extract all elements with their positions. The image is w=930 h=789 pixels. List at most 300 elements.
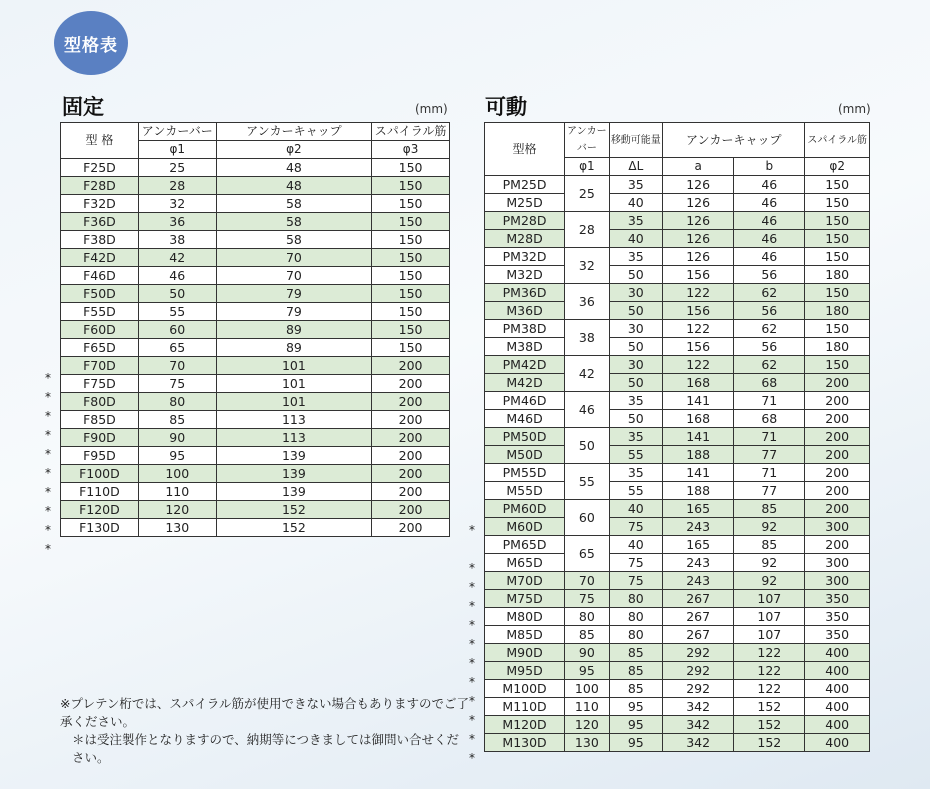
model-cell: F65D: [61, 339, 139, 357]
model-cell: PM60D: [485, 500, 565, 518]
spiral-phi3-cell: 200: [372, 375, 450, 393]
movable-amount-cell: 50: [609, 374, 662, 392]
anchor-cap-a-cell: 126: [663, 194, 734, 212]
spiral-phi3-cell: 150: [372, 159, 450, 177]
anchor-cap-a-cell: 292: [663, 662, 734, 680]
anchor-cap-a-cell: 342: [663, 734, 734, 752]
model-cell: F100D: [61, 465, 139, 483]
anchor-cap-phi2-cell: 139: [216, 483, 372, 501]
anchor-cap-phi2-cell: 58: [216, 213, 372, 231]
fixed-header-spiral: スパイラル筋: [372, 123, 450, 141]
model-cell: F75D: [61, 375, 139, 393]
made-to-order-mark: *: [45, 409, 51, 423]
anchor-cap-phi2-cell: 79: [216, 303, 372, 321]
anchor-cap-b-cell: 85: [734, 536, 805, 554]
made-to-order-mark: *: [469, 599, 475, 613]
model-cell: F60D: [61, 321, 139, 339]
made-to-order-mark: *: [45, 504, 51, 518]
model-cell: F85D: [61, 411, 139, 429]
anchor-cap-b-cell: 77: [734, 446, 805, 464]
anchor-cap-phi2-cell: 139: [216, 465, 372, 483]
anchor-bar-phi1-cell: 60: [565, 500, 610, 536]
model-cell: PM25D: [485, 176, 565, 194]
movable-header-type: 型格: [485, 123, 565, 176]
anchor-bar-phi1-cell: 90: [138, 429, 216, 447]
anchor-cap-a-cell: 126: [663, 176, 734, 194]
anchor-cap-a-cell: 267: [663, 590, 734, 608]
table-row: [485, 590, 870, 608]
table-row: [485, 572, 870, 590]
anchor-cap-phi2-cell: 113: [216, 429, 372, 447]
table-row: [61, 447, 450, 465]
anchor-cap-b-cell: 107: [734, 626, 805, 644]
anchor-bar-phi1-cell: 28: [565, 212, 610, 248]
table-row: [485, 644, 870, 662]
model-cell: M50D: [485, 446, 565, 464]
model-cell: F90D: [61, 429, 139, 447]
model-cell: F32D: [61, 195, 139, 213]
anchor-cap-b-cell: 46: [734, 176, 805, 194]
anchor-cap-phi2-cell: 70: [216, 267, 372, 285]
movable-amount-cell: 35: [609, 392, 662, 410]
table-row: [485, 698, 870, 716]
anchor-cap-b-cell: 92: [734, 554, 805, 572]
made-to-order-mark: *: [45, 428, 51, 442]
table-row: [61, 519, 450, 537]
anchor-cap-b-cell: 62: [734, 284, 805, 302]
spiral-phi2-cell: 200: [805, 500, 870, 518]
table-row: [61, 249, 450, 267]
spiral-phi2-cell: 150: [805, 320, 870, 338]
made-to-order-mark: *: [45, 485, 51, 499]
spiral-phi3-cell: 200: [372, 429, 450, 447]
anchor-cap-phi2-cell: 113: [216, 411, 372, 429]
spiral-phi3-cell: 200: [372, 357, 450, 375]
table-row: [61, 501, 450, 519]
table-row: [485, 410, 870, 428]
spiral-phi2-cell: 150: [805, 194, 870, 212]
model-cell: PM42D: [485, 356, 565, 374]
movable-amount-cell: 75: [609, 554, 662, 572]
table-row: [61, 483, 450, 501]
spiral-phi2-cell: 180: [805, 302, 870, 320]
table-row: [61, 213, 450, 231]
anchor-cap-a-cell: 122: [663, 320, 734, 338]
spiral-phi2-cell: 200: [805, 392, 870, 410]
movable-amount-cell: 30: [609, 356, 662, 374]
spiral-phi2-cell: 150: [805, 284, 870, 302]
fixed-section-title: 固定: [62, 95, 104, 119]
table-row: [61, 339, 450, 357]
anchor-bar-phi1-cell: 80: [138, 393, 216, 411]
model-cell: F130D: [61, 519, 139, 537]
spiral-phi3-cell: 150: [372, 285, 450, 303]
model-cell: M70D: [485, 572, 565, 590]
anchor-bar-phi1-cell: 42: [565, 356, 610, 392]
movable-amount-cell: 80: [609, 590, 662, 608]
model-cell: PM46D: [485, 392, 565, 410]
anchor-bar-phi1-cell: 60: [138, 321, 216, 339]
table-row: [61, 285, 450, 303]
spiral-phi3-cell: 200: [372, 411, 450, 429]
made-to-order-mark: *: [469, 732, 475, 746]
anchor-bar-phi1-cell: 100: [138, 465, 216, 483]
fixed-header-phi1: φ1: [138, 141, 216, 159]
anchor-bar-phi1-cell: 75: [138, 375, 216, 393]
spiral-phi3-cell: 200: [372, 519, 450, 537]
table-row: [61, 321, 450, 339]
spiral-phi2-cell: 350: [805, 608, 870, 626]
anchor-cap-a-cell: 156: [663, 338, 734, 356]
movable-amount-cell: 55: [609, 482, 662, 500]
table-row: [61, 465, 450, 483]
anchor-cap-a-cell: 243: [663, 518, 734, 536]
anchor-cap-b-cell: 46: [734, 230, 805, 248]
spiral-phi2-cell: 180: [805, 266, 870, 284]
anchor-cap-a-cell: 141: [663, 392, 734, 410]
movable-header-spiral: スパイラル筋: [805, 123, 870, 158]
anchor-bar-phi1-cell: 120: [138, 501, 216, 519]
anchor-cap-a-cell: 141: [663, 464, 734, 482]
movable-amount-cell: 35: [609, 464, 662, 482]
model-cell: M65D: [485, 554, 565, 572]
model-cell: M36D: [485, 302, 565, 320]
model-cell: F42D: [61, 249, 139, 267]
spiral-phi2-cell: 200: [805, 428, 870, 446]
anchor-bar-phi1-cell: 28: [138, 177, 216, 195]
model-cell: F46D: [61, 267, 139, 285]
model-cell: PM65D: [485, 536, 565, 554]
spiral-phi2-cell: 150: [805, 356, 870, 374]
table-row: [485, 284, 870, 302]
fixed-unit-label: (mm): [415, 102, 448, 116]
anchor-cap-a-cell: 342: [663, 698, 734, 716]
anchor-bar-phi1-cell: 100: [565, 680, 610, 698]
model-cell: M85D: [485, 626, 565, 644]
table-row: [485, 266, 870, 284]
spiral-phi3-cell: 200: [372, 501, 450, 519]
anchor-bar-phi1-cell: 50: [138, 285, 216, 303]
table-row: [485, 500, 870, 518]
table-row: [61, 267, 450, 285]
fixed-header-phi2: φ2: [216, 141, 372, 159]
table-row: [485, 194, 870, 212]
model-cell: PM55D: [485, 464, 565, 482]
table-row: [485, 446, 870, 464]
spiral-phi2-cell: 350: [805, 626, 870, 644]
spiral-phi2-cell: 400: [805, 680, 870, 698]
anchor-cap-b-cell: 56: [734, 302, 805, 320]
made-to-order-mark: *: [469, 637, 475, 651]
made-to-order-mark: *: [45, 390, 51, 404]
table-row: [61, 393, 450, 411]
anchor-bar-phi1-cell: 46: [565, 392, 610, 428]
anchor-cap-a-cell: 342: [663, 716, 734, 734]
movable-amount-cell: 35: [609, 212, 662, 230]
anchor-bar-phi1-cell: 38: [565, 320, 610, 356]
anchor-cap-b-cell: 107: [734, 590, 805, 608]
movable-amount-cell: 35: [609, 428, 662, 446]
model-cell: M38D: [485, 338, 565, 356]
anchor-cap-phi2-cell: 58: [216, 195, 372, 213]
model-cell: F38D: [61, 231, 139, 249]
spiral-phi2-cell: 200: [805, 536, 870, 554]
model-cell: F95D: [61, 447, 139, 465]
model-cell: M120D: [485, 716, 565, 734]
made-to-order-mark: *: [45, 523, 51, 537]
spiral-phi3-cell: 150: [372, 339, 450, 357]
table-row: [61, 231, 450, 249]
movable-amount-cell: 80: [609, 608, 662, 626]
spiral-phi2-cell: 200: [805, 410, 870, 428]
anchor-bar-phi1-cell: 55: [138, 303, 216, 321]
table-row: [485, 662, 870, 680]
table-row: [485, 230, 870, 248]
model-cell: F55D: [61, 303, 139, 321]
spiral-phi2-cell: 400: [805, 662, 870, 680]
model-cell: M25D: [485, 194, 565, 212]
table-row: [61, 411, 450, 429]
anchor-cap-a-cell: 156: [663, 302, 734, 320]
table-row: [485, 356, 870, 374]
model-cell: F25D: [61, 159, 139, 177]
table-row: [485, 212, 870, 230]
spiral-phi3-cell: 200: [372, 447, 450, 465]
table-row: [485, 482, 870, 500]
anchor-bar-phi1-cell: 75: [565, 590, 610, 608]
spiral-phi2-cell: 200: [805, 464, 870, 482]
table-row: [485, 248, 870, 266]
anchor-cap-a-cell: 141: [663, 428, 734, 446]
anchor-cap-phi2-cell: 48: [216, 159, 372, 177]
model-cell: PM38D: [485, 320, 565, 338]
movable-header-b: b: [734, 158, 805, 176]
table-row: [485, 374, 870, 392]
spiral-phi3-cell: 200: [372, 465, 450, 483]
anchor-cap-phi2-cell: 101: [216, 375, 372, 393]
model-cell: M46D: [485, 410, 565, 428]
movable-amount-cell: 50: [609, 302, 662, 320]
spiral-phi3-cell: 150: [372, 267, 450, 285]
anchor-cap-b-cell: 107: [734, 608, 805, 626]
movable-amount-cell: 55: [609, 446, 662, 464]
spiral-phi2-cell: 200: [805, 482, 870, 500]
footnote-line-1: ※プレテン桁では、スパイラル筋が使用できない場合もありますのでご了承ください。: [60, 696, 469, 729]
made-to-order-mark: *: [45, 447, 51, 461]
model-cell: M90D: [485, 644, 565, 662]
model-cell: F80D: [61, 393, 139, 411]
anchor-bar-phi1-cell: 50: [565, 428, 610, 464]
anchor-cap-a-cell: 188: [663, 482, 734, 500]
model-cell: M80D: [485, 608, 565, 626]
movable-amount-cell: 40: [609, 194, 662, 212]
spiral-phi2-cell: 300: [805, 554, 870, 572]
movable-header-movable-amount: 移動可能量: [609, 123, 662, 158]
anchor-cap-b-cell: 62: [734, 356, 805, 374]
movable-amount-cell: 30: [609, 320, 662, 338]
model-cell: F28D: [61, 177, 139, 195]
movable-header-phi2: φ2: [805, 158, 870, 176]
movable-amount-cell: 50: [609, 266, 662, 284]
anchor-cap-a-cell: 188: [663, 446, 734, 464]
anchor-bar-phi1-cell: 36: [138, 213, 216, 231]
made-to-order-mark: *: [45, 371, 51, 385]
anchor-cap-b-cell: 71: [734, 428, 805, 446]
made-to-order-mark: *: [45, 542, 51, 556]
movable-amount-cell: 35: [609, 176, 662, 194]
anchor-cap-b-cell: 92: [734, 572, 805, 590]
movable-header-phi1: φ1: [565, 158, 610, 176]
anchor-cap-a-cell: 122: [663, 284, 734, 302]
anchor-cap-b-cell: 152: [734, 698, 805, 716]
spiral-phi2-cell: 150: [805, 212, 870, 230]
anchor-cap-a-cell: 165: [663, 500, 734, 518]
anchor-cap-a-cell: 122: [663, 356, 734, 374]
made-to-order-mark: *: [469, 713, 475, 727]
table-row: [485, 626, 870, 644]
anchor-bar-phi1-cell: 110: [138, 483, 216, 501]
anchor-cap-b-cell: 152: [734, 734, 805, 752]
made-to-order-mark: *: [469, 656, 475, 670]
anchor-cap-b-cell: 56: [734, 338, 805, 356]
anchor-bar-phi1-cell: 95: [138, 447, 216, 465]
anchor-cap-phi2-cell: 79: [216, 285, 372, 303]
spiral-phi3-cell: 200: [372, 393, 450, 411]
movable-amount-cell: 95: [609, 698, 662, 716]
spiral-phi3-cell: 200: [372, 483, 450, 501]
anchor-bar-phi1-cell: 46: [138, 267, 216, 285]
spiral-phi2-cell: 200: [805, 374, 870, 392]
anchor-bar-phi1-cell: 90: [565, 644, 610, 662]
spec-table-badge: 型格表: [54, 11, 128, 75]
table-row: [485, 554, 870, 572]
anchor-bar-phi1-cell: 55: [565, 464, 610, 500]
spiral-phi2-cell: 300: [805, 518, 870, 536]
model-cell: F110D: [61, 483, 139, 501]
table-row: [485, 716, 870, 734]
movable-header-a: a: [663, 158, 734, 176]
anchor-bar-phi1-cell: 42: [138, 249, 216, 267]
model-cell: M32D: [485, 266, 565, 284]
model-cell: F120D: [61, 501, 139, 519]
movable-amount-cell: 95: [609, 716, 662, 734]
anchor-cap-b-cell: 46: [734, 248, 805, 266]
spiral-phi3-cell: 150: [372, 195, 450, 213]
table-row: [485, 320, 870, 338]
anchor-cap-b-cell: 85: [734, 500, 805, 518]
table-row: [61, 159, 450, 177]
anchor-cap-b-cell: 71: [734, 464, 805, 482]
anchor-bar-phi1-cell: 110: [565, 698, 610, 716]
model-cell: M42D: [485, 374, 565, 392]
model-cell: PM32D: [485, 248, 565, 266]
anchor-cap-phi2-cell: 152: [216, 519, 372, 537]
anchor-cap-phi2-cell: 89: [216, 339, 372, 357]
anchor-bar-phi1-cell: 70: [138, 357, 216, 375]
spiral-phi3-cell: 150: [372, 303, 450, 321]
movable-amount-cell: 50: [609, 338, 662, 356]
movable-spec-table: [484, 122, 870, 752]
anchor-cap-b-cell: 92: [734, 518, 805, 536]
fixed-header-anchor-cap: アンカーキャップ: [216, 123, 372, 141]
movable-amount-cell: 40: [609, 230, 662, 248]
anchor-cap-b-cell: 68: [734, 374, 805, 392]
anchor-cap-phi2-cell: 58: [216, 231, 372, 249]
table-row: [61, 375, 450, 393]
anchor-cap-phi2-cell: 152: [216, 501, 372, 519]
model-cell: F36D: [61, 213, 139, 231]
anchor-cap-b-cell: 71: [734, 392, 805, 410]
table-row: [61, 429, 450, 447]
anchor-bar-phi1-cell: 95: [565, 662, 610, 680]
movable-amount-cell: 75: [609, 518, 662, 536]
fixed-header-phi3: φ3: [372, 141, 450, 159]
anchor-bar-phi1-cell: 36: [565, 284, 610, 320]
anchor-cap-b-cell: 77: [734, 482, 805, 500]
model-cell: M28D: [485, 230, 565, 248]
movable-header-dl: ΔL: [609, 158, 662, 176]
anchor-cap-phi2-cell: 139: [216, 447, 372, 465]
spiral-phi3-cell: 150: [372, 249, 450, 267]
anchor-bar-phi1-cell: 32: [138, 195, 216, 213]
anchor-cap-phi2-cell: 70: [216, 249, 372, 267]
anchor-cap-a-cell: 243: [663, 572, 734, 590]
spiral-phi2-cell: 400: [805, 716, 870, 734]
movable-amount-cell: 85: [609, 644, 662, 662]
table-row: [61, 303, 450, 321]
anchor-cap-phi2-cell: 101: [216, 357, 372, 375]
anchor-bar-phi1-cell: 80: [565, 608, 610, 626]
table-row: [485, 428, 870, 446]
anchor-cap-a-cell: 126: [663, 230, 734, 248]
anchor-cap-b-cell: 122: [734, 662, 805, 680]
anchor-bar-phi1-cell: 85: [138, 411, 216, 429]
fixed-header-type: 型 格: [61, 123, 139, 159]
anchor-cap-phi2-cell: 89: [216, 321, 372, 339]
table-row: [485, 392, 870, 410]
movable-amount-cell: 95: [609, 734, 662, 752]
anchor-bar-phi1-cell: 85: [565, 626, 610, 644]
model-cell: M75D: [485, 590, 565, 608]
fixed-spec-table: [60, 122, 450, 537]
anchor-bar-phi1-cell: 32: [565, 248, 610, 284]
anchor-cap-a-cell: 126: [663, 248, 734, 266]
movable-amount-cell: 30: [609, 284, 662, 302]
anchor-cap-a-cell: 126: [663, 212, 734, 230]
anchor-cap-a-cell: 165: [663, 536, 734, 554]
table-row: [485, 608, 870, 626]
anchor-cap-a-cell: 267: [663, 626, 734, 644]
movable-amount-cell: 85: [609, 680, 662, 698]
anchor-bar-phi1-cell: 65: [138, 339, 216, 357]
anchor-bar-phi1-cell: 25: [565, 176, 610, 212]
anchor-cap-b-cell: 68: [734, 410, 805, 428]
anchor-cap-a-cell: 168: [663, 374, 734, 392]
spiral-phi2-cell: 150: [805, 230, 870, 248]
anchor-bar-phi1-cell: 120: [565, 716, 610, 734]
table-row: [485, 680, 870, 698]
spiral-phi2-cell: 400: [805, 698, 870, 716]
movable-section-title: 可動: [485, 95, 527, 119]
spiral-phi2-cell: 200: [805, 446, 870, 464]
anchor-cap-a-cell: 292: [663, 644, 734, 662]
table-row: [485, 464, 870, 482]
movable-amount-cell: 85: [609, 662, 662, 680]
model-cell: M60D: [485, 518, 565, 536]
anchor-cap-b-cell: 122: [734, 644, 805, 662]
model-cell: PM50D: [485, 428, 565, 446]
anchor-cap-b-cell: 46: [734, 194, 805, 212]
